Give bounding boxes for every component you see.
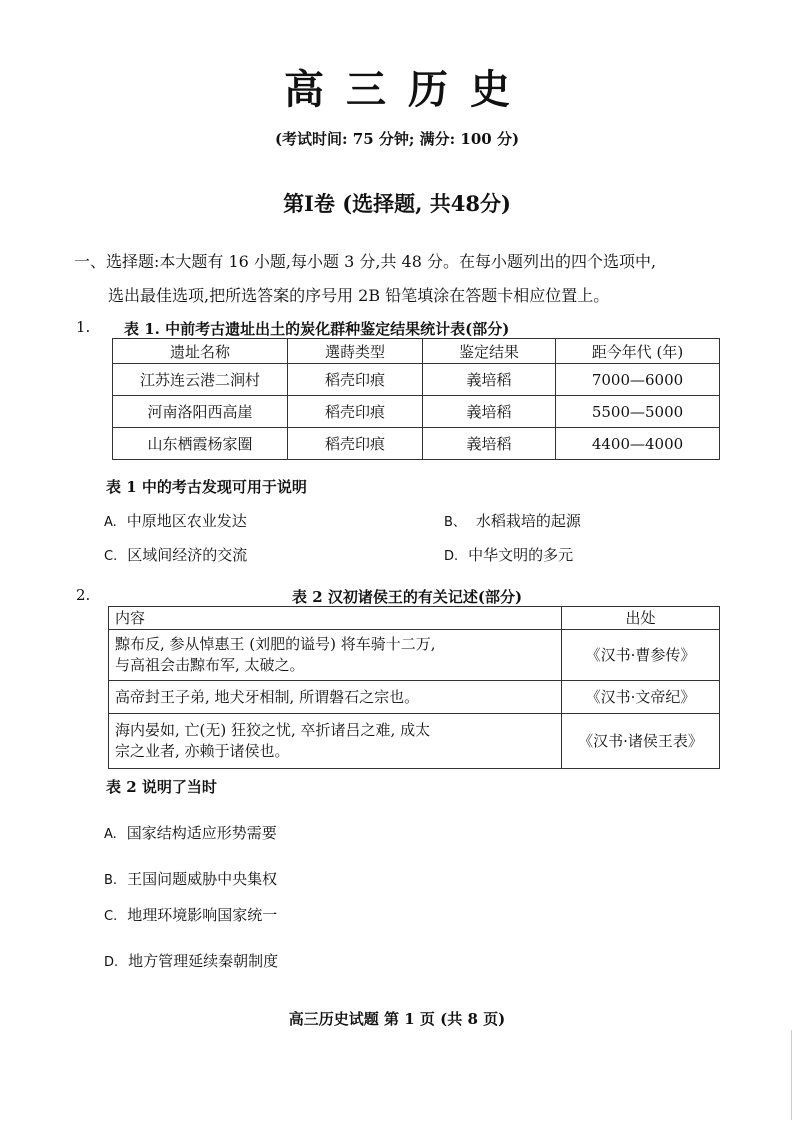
table-header-cell: 遗址名称: [113, 339, 288, 364]
option-text: 中原地区农业发达: [126, 512, 247, 530]
table-header-cell: 内容: [109, 607, 562, 630]
table-cell: 義培稻: [423, 428, 556, 460]
table-cell: 山东栖霞杨家圈: [113, 428, 288, 460]
question-1-option-a[interactable]: [104, 510, 247, 531]
option-text: 中华文明的多元: [468, 546, 574, 564]
table-cell: 7000—6000: [556, 364, 720, 396]
table-row: [113, 396, 720, 428]
option-text: 水稻栽培的起源: [475, 512, 581, 530]
cell-line: 高帝封王子弟, 地犬牙相制, 所谓磐石之宗也。: [115, 687, 420, 706]
table-cell: [109, 681, 562, 714]
option-letter: A.: [104, 515, 117, 530]
question-2-option-a[interactable]: [104, 822, 277, 843]
cell-line: 海内晏如, 亡(无) 狂狡之忧, 卒折诸吕之难, 成太: [115, 721, 431, 739]
table-cell: 江苏连云港二涧村: [113, 364, 288, 396]
table-cell: 義培稻: [423, 364, 556, 396]
table-cell: 5500—5000: [556, 396, 720, 428]
table-row: [109, 714, 720, 769]
instructions-line-2: 选出最佳选项,把所选答案的序号用 2B 铅笔填涂在答题卡相应位置上。: [108, 286, 610, 305]
option-letter: A.: [104, 827, 117, 842]
section-title: 第I卷 (选择题, 共48分): [283, 191, 511, 216]
table-header-row: [113, 339, 720, 364]
table-1-title: 表 1. 中前考古遗址出土的炭化群种鉴定结果统计表(部分): [124, 320, 510, 338]
option-text: 地理环境影响国家统一: [127, 906, 278, 924]
table-cell: 稻壳印痕: [288, 364, 423, 396]
cell-line: 宗之业者, 亦赖于诸侯也。: [115, 742, 290, 760]
option-text: 地方管理延续秦朝制度: [128, 952, 279, 970]
table-row: [113, 364, 720, 396]
table-cell: 河南洛阳西高崖: [113, 396, 288, 428]
instructions-line-1: 一、选择题:本大题有 16 小题,每小题 3 分,共 48 分。在每小题列出的四个选项中,: [74, 252, 657, 271]
page-title: 高三历史: [284, 66, 532, 113]
option-text: 区域间经济的交流: [127, 546, 248, 564]
question-1-option-c[interactable]: [104, 544, 247, 565]
table-header-cell: 距今年代 (年): [556, 339, 720, 364]
table-header-row: [109, 607, 720, 630]
option-letter: D.: [444, 549, 459, 564]
question-2-option-d[interactable]: [104, 950, 278, 971]
table-cell: [109, 630, 562, 681]
table-cell: 義培稻: [423, 396, 556, 428]
table-header-cell: 出处: [562, 607, 720, 630]
option-letter: C.: [104, 549, 118, 564]
table-cell: [109, 714, 562, 769]
table-1: [112, 338, 720, 460]
option-letter: C.: [104, 909, 118, 924]
option-text: 王国问题威胁中央集权: [127, 870, 278, 888]
table-cell: 《汉书·曹参传》: [562, 630, 720, 681]
table-cell: 《汉书·文帝纪》: [562, 681, 720, 714]
table-2: [108, 606, 720, 769]
question-2-stem: 表 2 说明了当时: [106, 778, 217, 796]
exam-info: (考试时间: 75 分钟; 满分: 100 分): [274, 130, 520, 148]
scan-edge-line: [791, 1030, 792, 1120]
option-letter: B、: [444, 515, 466, 530]
option-letter: B.: [104, 873, 118, 888]
table-row: [109, 630, 720, 681]
option-letter: D.: [104, 955, 119, 970]
table-row: [113, 428, 720, 460]
page-footer: 高三历史试题 第 1 页 (共 8 页): [288, 1010, 506, 1028]
cell-line: 黥布反, 参从悼惠王 (刘肥的谥号) 将车骑十二万,: [115, 635, 436, 653]
table-row: [109, 681, 720, 714]
option-text: 国家结构适应形势需要: [126, 824, 277, 842]
table-header-cell: 選蒔类型: [288, 339, 423, 364]
cell-line: 与高祖会击黥布军, 太破之。: [115, 656, 305, 674]
question-2-option-c[interactable]: [104, 904, 277, 925]
question-2-number: 2.: [76, 586, 91, 604]
question-1-option-d[interactable]: [444, 544, 573, 565]
question-1-option-b[interactable]: [444, 510, 581, 531]
question-2-option-b[interactable]: [104, 868, 277, 889]
question-1-number: 1.: [76, 318, 91, 336]
table-cell: 4400—4000: [556, 428, 720, 460]
table-cell: 《汉书·诸侯王表》: [562, 714, 720, 769]
question-1-stem: 表 1 中的考古发现可用于说明: [106, 478, 307, 496]
table-header-cell: 鉴定结果: [423, 339, 556, 364]
table-cell: 稻壳印痕: [288, 396, 423, 428]
table-2-title: 表 2 汉初诸侯王的有关记述(部分): [292, 588, 523, 606]
table-cell: 稻壳印痕: [288, 428, 423, 460]
